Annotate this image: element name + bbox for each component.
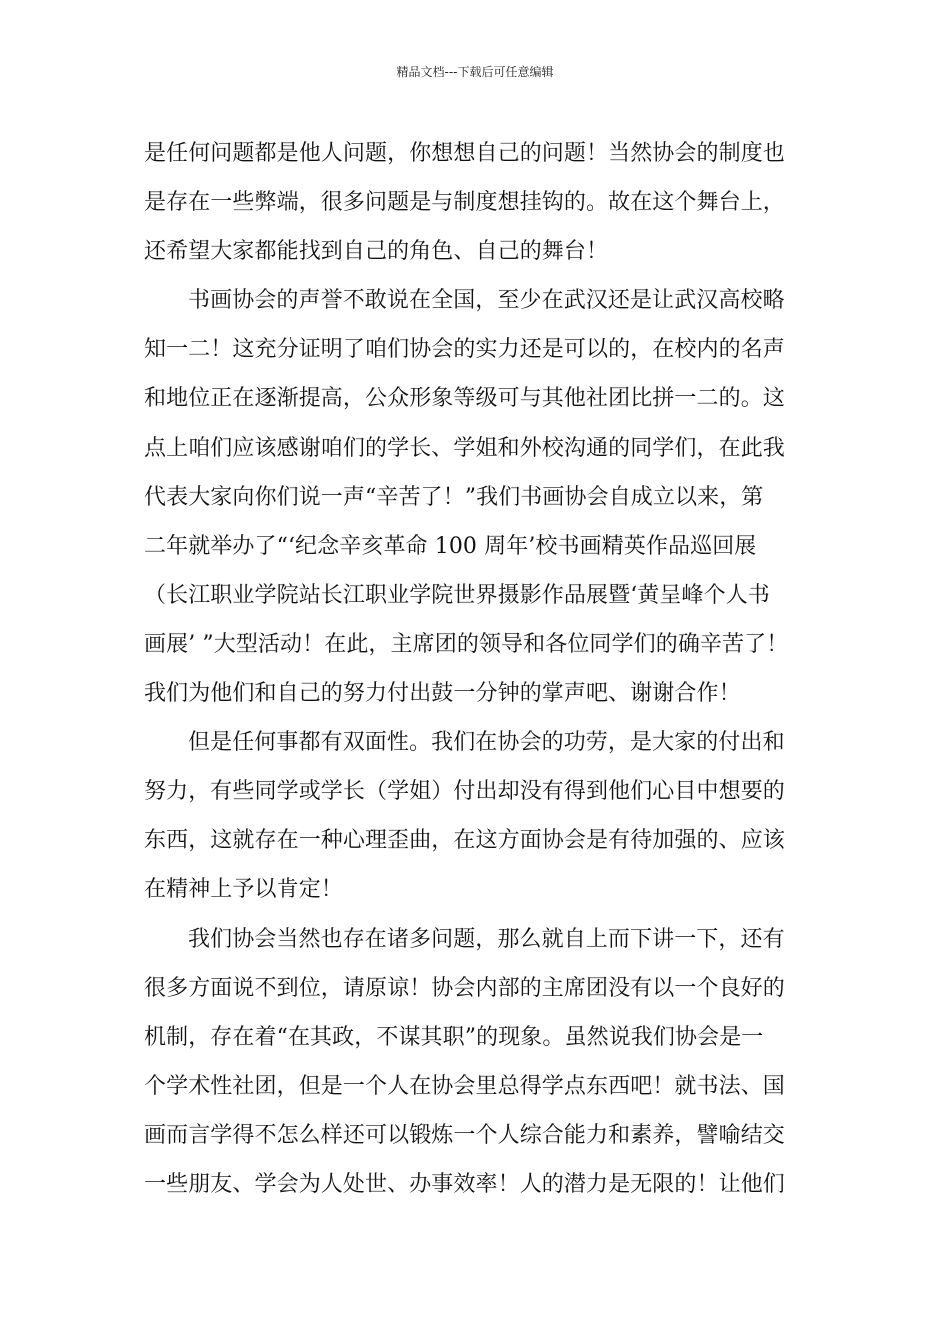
text-line: 努力，有些同学或学长（学姐）付出却没有得到他们心目中想要的 — [144, 779, 785, 805]
text-line: 是任何问题都是他人问题，你想想自己的问题！当然协会的制度也 — [144, 141, 785, 166]
paragraph — [144, 915, 814, 1210]
text-line: 机制，存在着“在其政，不谋其职”的现象。虽然说我们协会是一 — [144, 1024, 764, 1050]
text-line: 我们为他们和自己的努力付出鼓一分钟的掌声吧、谢谢合作！ — [144, 681, 741, 707]
text-line: 知一二！这充分证明了咱们协会的实力还是可以的，在校内的名声 — [144, 337, 785, 363]
paragraph — [144, 276, 814, 718]
text-line: 书画协会的声誉不敢说在全国，至少在武汉还是让武汉高校略 — [188, 288, 785, 314]
paragraph — [144, 129, 814, 276]
paragraph — [144, 718, 814, 914]
text-line: 是存在一些弊端，很多问题是与制度想挂钩的。故在这个舞台上， — [144, 190, 785, 216]
text-line: 一些朋友、学会为人处世、办事效率！人的潜力是无限的！让他们 — [144, 1171, 785, 1197]
text-line: 和地位正在逐渐提高，公众形象等级可与其他社团比拼一二的。这 — [144, 386, 785, 412]
document-body — [144, 129, 814, 1209]
text-line: 二年就举办了“‘纪念辛亥革命 100 周年’校书画精英作品巡回展 — [144, 533, 757, 559]
text-line: 我们协会当然也存在诸多问题，那么就自上而下讲一下，还有 — [188, 926, 785, 952]
text-line: 个学术性社团，但是一个人在协会里总得学点东西吧！就书法、国 — [144, 1073, 785, 1099]
text-line: 代表大家向你们说一声“辛苦了！”我们书画协会自成立以来，第 — [144, 484, 764, 510]
page-header: 精品文档---下载后可任意编辑 — [396, 65, 554, 79]
text-line: 画展’ ”大型活动！在此，主席团的领导和各位同学们的确辛苦了！ — [144, 631, 789, 657]
text-line: （长江职业学院站长江职业学院世界摄影作品展暨‘黄呈峰个人书 — [144, 582, 770, 608]
text-line: 还希望大家都能找到自己的角色、自己的舞台！ — [144, 239, 609, 265]
text-line: 画而言学得不怎么样还可以锻炼一个人综合能力和素养，譬喻结交 — [144, 1122, 785, 1148]
text-line: 点上咱们应该感谢咱们的学长、学姐和外校沟通的同学们，在此我 — [144, 435, 785, 461]
text-line: 在精神上予以肯定！ — [144, 877, 343, 903]
text-line: 但是任何事都有双面性。我们在协会的功劳，是大家的付出和 — [188, 730, 785, 756]
text-line: 很多方面说不到位，请原谅！协会内部的主席团没有以一个良好的 — [144, 975, 785, 1001]
text-line: 东西，这就存在一种心理歪曲，在这方面协会是有待加强的、应该 — [144, 828, 785, 854]
